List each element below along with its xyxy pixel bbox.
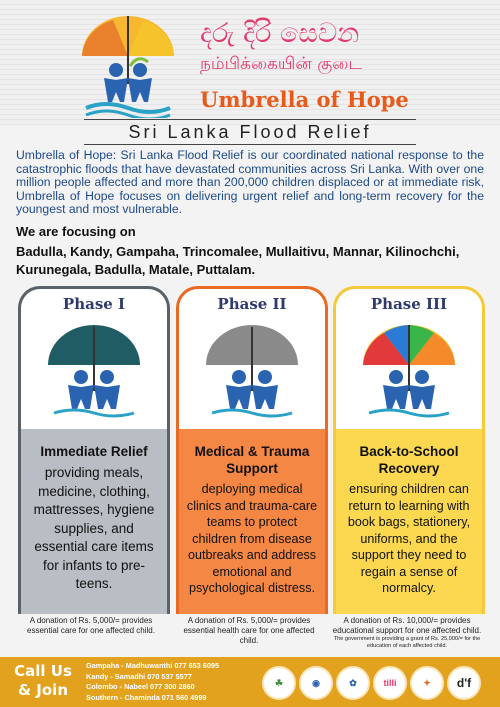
- footer: [0, 657, 500, 707]
- focus-label: We are focusing on: [16, 224, 136, 239]
- umbrella-logo-icon: [78, 14, 178, 118]
- district-list: Badulla, Kandy, Gampaha, Trincomalee, Mullaitivu, Mannar, Kilinochchi, Kurunegala, Badulla, Matale, Puttalam.: [16, 244, 460, 277]
- banner-title: Sri Lanka Flood Relief: [84, 119, 416, 145]
- sponsor-logo-icon: ✦: [410, 666, 444, 700]
- donation-note-2: [174, 616, 324, 646]
- contact-line[interactable]: Southern - Chaminda 071 560 4999: [86, 692, 207, 702]
- sponsor-logo-df: d'f: [447, 666, 481, 700]
- sponsor-logo-icon: ✿: [336, 666, 370, 700]
- call-line-2: & Join: [17, 681, 68, 699]
- contact-line[interactable]: Colombo - Nabeel 077 300 2860: [86, 682, 195, 691]
- phase-panel: [21, 429, 167, 614]
- sponsor-logo-tilli: tilli: [373, 666, 407, 700]
- phase-panel: [179, 429, 325, 614]
- umbrella-children-icon: [192, 319, 312, 419]
- sponsor-logo-icon: ☘: [262, 666, 296, 700]
- umbrella-children-icon: [349, 319, 469, 419]
- phase-card-2: [176, 286, 328, 614]
- phase-label: Phase I: [62, 295, 126, 313]
- call-line-1: Call Us: [14, 662, 72, 680]
- call-to-action: [8, 662, 78, 700]
- donation-note-3: [332, 616, 482, 650]
- title-tamil: நம்பிக்கையின் குடை: [200, 54, 362, 74]
- phase-title: Back-to-School Recovery: [359, 444, 459, 476]
- phase-label: Phase II: [217, 295, 287, 313]
- phase-panel: [336, 429, 482, 614]
- donation-text: A donation of Rs. 10,000/= provides educational support for one affected child.: [332, 616, 482, 635]
- phase-body: providing meals, medicine, clothing, mattresses, hygiene supplies, and essential care items for infants to pre-teens.: [33, 465, 155, 591]
- phase-body: ensuring children can return to learning with book bags, stationery, uniforms, and the support they need to regain a sense of normalcy.: [347, 482, 471, 595]
- phase-title: Immediate Relief: [40, 444, 148, 459]
- donation-note-1: [16, 616, 166, 636]
- title-sinhala: දරු දිරි සෙවන: [200, 18, 360, 49]
- umbrella-children-icon: [34, 319, 154, 419]
- contact-list: [86, 661, 219, 703]
- contact-line[interactable]: Kandy - Samadhi 070 537 5577: [86, 671, 192, 681]
- donation-text: A donation of Rs. 5,000/= provides essential care for one affected child.: [27, 616, 155, 635]
- contact-line[interactable]: Gampaha - Madhuwanthi 077 653 6095: [86, 661, 220, 670]
- phase-label: Phase III: [370, 295, 448, 313]
- intro-paragraph: Umbrella of Hope: Sri Lanka Flood Relief is our coordinated national response to the catastrophic floods that have devastated communities across Sri Lanka. With over one million people affected and more than 200,000 children displaced or at immediate risk, Umbrella of Hope focuses on delivering urgent relief and long-term recovery for the youngest and most vulnerable.: [16, 148, 484, 216]
- title-english: Umbrella of Hope: [200, 87, 409, 112]
- phase-body: deploying medical clinics and trauma-care teams to protect children from disease outbreaks and address emotional and psychological distress.: [186, 482, 318, 595]
- donation-text: A donation of Rs. 5,000/= provides essential health care for one affected child.: [183, 616, 315, 645]
- phase-card-3: [333, 286, 485, 614]
- phase-title: Medical & Trauma Support: [194, 444, 310, 476]
- grant-note: The government is providing a grant of Rs. 25,000/= for the education of each affected child.: [333, 636, 481, 649]
- sponsor-logo-icon: ◉: [299, 666, 333, 700]
- phase-card-1: [18, 286, 170, 614]
